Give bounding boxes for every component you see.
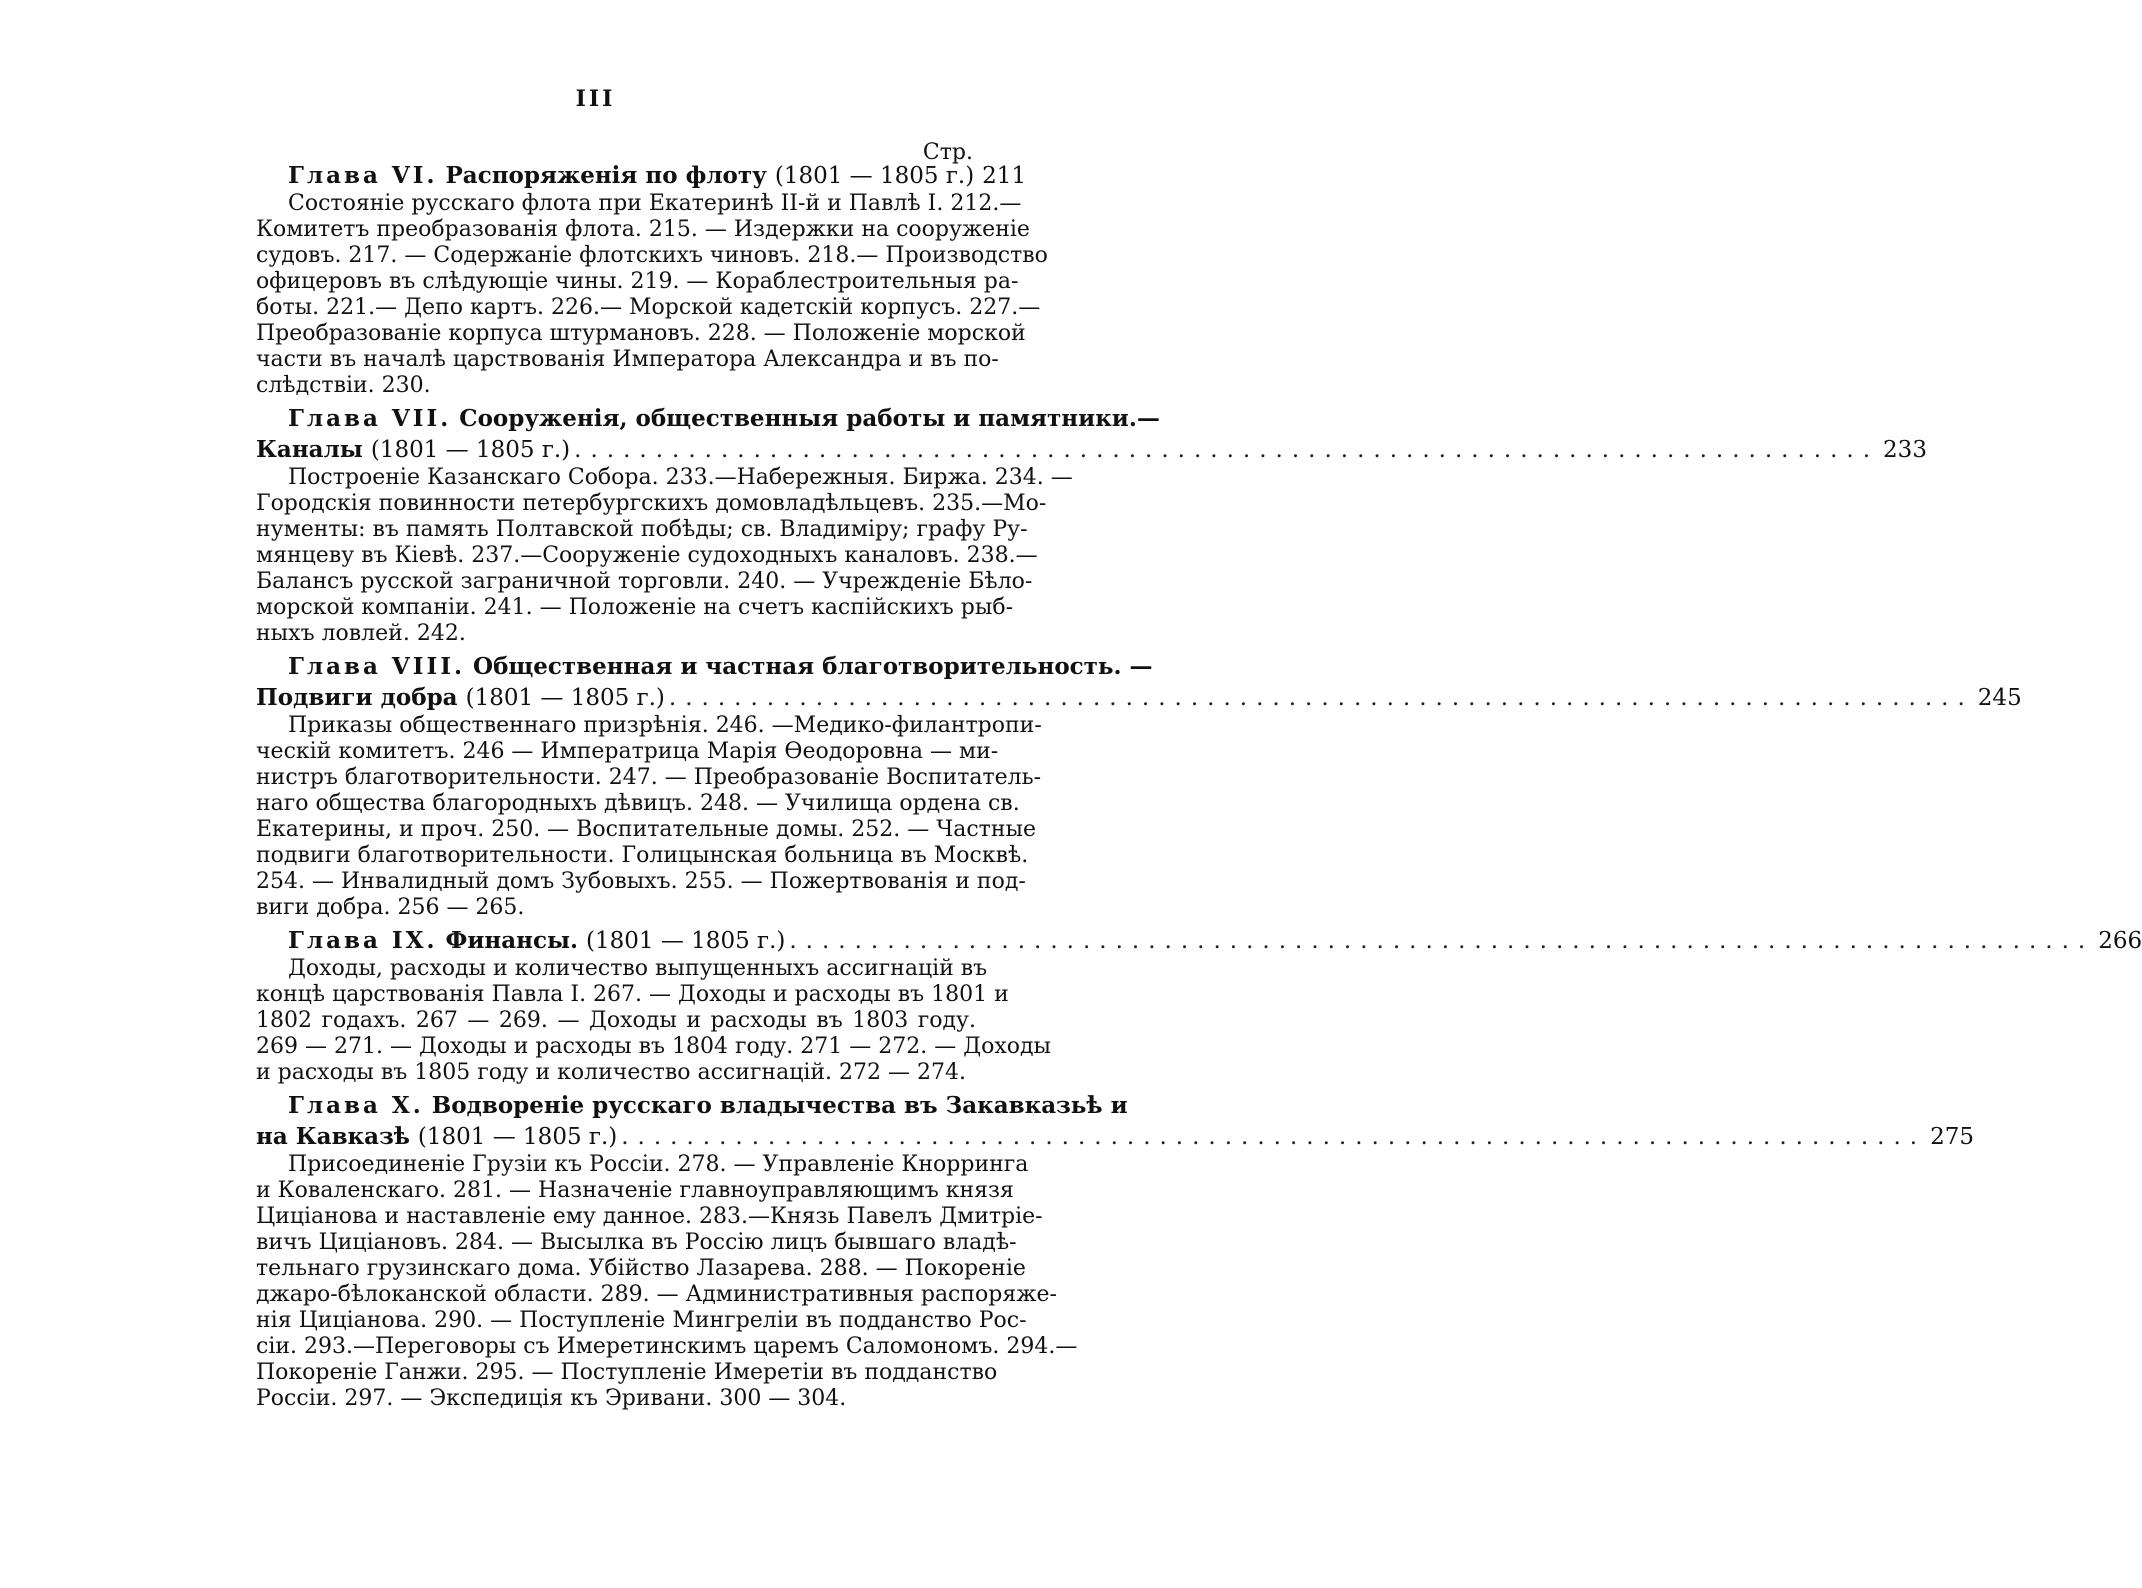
chapter-title: Водвореніе русскаго владычества въ Закавказьѣ и <box>431 1092 1128 1119</box>
chapter-summary-line: наго общества благородныхъ дѣвицъ. 248. — Училища ордена св. <box>256 791 1020 816</box>
chapter-summary-line: Городскія повинности петербургскихъ домовладѣльцевъ. 235.—Мо- <box>256 491 1047 516</box>
chapter-summary-line: 254. — Инвалидный домъ Зубовыхъ. 255. — Пожертвованія и под- <box>256 869 1026 894</box>
chapter-summary-line: Балансъ русской заграничной торговли. 240. — Учрежденіе Бѣло- <box>256 569 1033 594</box>
chapter-summary-line: Доходы, расходы и количество выпущенныхъ ассигнацій въ <box>288 956 988 981</box>
chapter-summary-line: Присоединеніе Грузіи къ Россіи. 278. — Управленіе Кнорринга <box>288 1152 1029 1177</box>
chapter-label: Глава IX. <box>288 927 438 954</box>
chapter-label: Глава VIII. <box>288 653 466 680</box>
chapter-label: Глава X. <box>288 1092 424 1119</box>
chapter-summary-line: сіи. 293.—Переговоры съ Имеретинскимъ царемъ Саломономъ. 294.— <box>256 1334 1078 1359</box>
toc-chapter <box>256 925 2142 1086</box>
chapter-summary-line: нія Цицiанова. 290. — Поступленіе Мингреліи въ подданство Рос- <box>256 1308 1027 1333</box>
chapter-summary-line: виги добра. 256 — 265. <box>256 895 525 920</box>
chapter-summary-line: концѣ царствованія Павла I. 267. — Доходы и расходы въ 1801 и <box>256 982 1009 1007</box>
chapter-heading-line <box>288 925 2142 956</box>
chapter-summary-line: части въ началѣ царствованія Императора Александра и въ по- <box>256 347 999 372</box>
chapter-page-number[interactable]: 233 <box>1883 437 1927 463</box>
chapter-summary-line: Покореніе Ганжи. 295. — Поступленіе Имеретіи въ подданство <box>256 1360 998 1385</box>
chapter-summary-line: вичъ Цицiановъ. 284. — Высылка въ Россію лицъ бывшаго владѣ- <box>256 1230 1017 1255</box>
chapter-summary-line: Россіи. 297. — Экспедиція къ Эривани. 300 — 304. <box>256 1386 847 1411</box>
chapter-summary-line: офицеровъ въ слѣдующіе чины. 219. — Кораблестроительныя ра- <box>256 269 1019 294</box>
toc-chapter <box>256 651 2022 921</box>
chapter-summary-line: и Коваленскаго. 281. — Назначеніе главноуправляющимъ князя <box>256 1178 1014 1203</box>
dot-leader: ................................................................................ <box>789 928 2095 954</box>
chapter-years: (1801 — 1805 г.) <box>417 1124 618 1150</box>
chapter-heading-line <box>256 682 2022 713</box>
dot-leader: ................................................................................ <box>574 437 1880 463</box>
chapter-summary-line: Цицiанова и наставленіе ему данное. 283.—Князь Павелъ Дмитріе- <box>256 1204 1043 1229</box>
chapter-heading-line <box>288 651 1153 682</box>
chapter-title: Каналы <box>256 436 363 463</box>
chapter-summary-line: подвиги благотворительности. Голицынская больница въ Москвѣ. <box>256 843 1029 868</box>
chapter-heading-line <box>288 160 1027 191</box>
chapter-summary-line: нистръ благотворительности. 247. — Преобразованіе Воспитатель- <box>256 765 1042 790</box>
chapter-summary-line: ныхъ ловлей. 242. <box>256 621 466 646</box>
chapter-summary-line: Построеніе Казанскаго Собора. 233.—Набережныя. Биржа. 234. — <box>288 465 1073 490</box>
chapter-heading-line <box>288 1090 1128 1121</box>
page-number: III <box>575 86 616 112</box>
chapter-title: Подвиги добра <box>256 684 458 711</box>
chapter-page-number[interactable]: 266 <box>2098 928 2142 954</box>
chapter-summary-line: джаро-бѣлоканской области. 289. — Административныя распоряже- <box>256 1282 1057 1307</box>
chapter-title: Финансы. <box>445 927 579 954</box>
chapter-page-number[interactable]: 245 <box>1977 685 2022 711</box>
page-column-label: Стр. <box>922 140 973 165</box>
chapter-summary-line: Екатерины, и проч. 250. — Воспитательные домы. 252. — Частные <box>256 817 1037 842</box>
chapter-years: (1801 — 1805 г.) <box>586 928 786 954</box>
chapter-summary-line: ческій комитетъ. 246 — Императрица Марія Ѳеодоровна — ми- <box>256 739 999 764</box>
chapter-heading-line <box>256 434 1927 465</box>
dot-leader: ................................................................................ <box>668 685 1974 711</box>
chapter-page-number[interactable]: 211 <box>982 163 1027 189</box>
chapter-summary-line: слѣдствіи. 230. <box>256 373 431 398</box>
chapter-page-number[interactable]: 275 <box>1930 1124 1975 1150</box>
chapter-years: (1801 — 1805 г.) <box>370 437 571 463</box>
chapter-summary-line: Приказы общественнаго призрѣнія. 246. —Медико-филантропи- <box>288 713 1042 738</box>
chapter-summary-line: Преобразованіе корпуса штурмановъ. 228. — Положеніе морской <box>256 321 1026 346</box>
chapter-summary-line: мянцеву въ Кіевѣ. 237.—Сооруженіе судоходныхъ каналовъ. 238.— <box>256 543 1038 568</box>
chapter-summary-line: и расходы въ 1805 году и количество ассигнацій. 272 — 274. <box>256 1060 966 1085</box>
chapter-title: Сооруженія, общественныя работы и памятники.— <box>459 405 1160 432</box>
chapter-summary-line: боты. 221.— Депо картъ. 226.— Морской кадетскій корпусъ. 227.— <box>256 295 1041 320</box>
chapter-heading-line <box>256 1121 1975 1152</box>
table-of-contents <box>256 160 2142 1416</box>
chapter-summary-line: морской компаніи. 241. — Положеніе на счетъ каспійскихъ рыб- <box>256 595 1014 620</box>
chapter-heading-line <box>288 403 1160 434</box>
chapter-title: на Кавказѣ <box>256 1123 410 1150</box>
chapter-title: Общественная и частная благотворительность. — <box>473 653 1153 680</box>
toc-chapter <box>256 160 1048 399</box>
chapter-summary-line: нументы: въ память Полтавской побѣды; св. Владиміру; графу Ру- <box>256 517 1028 542</box>
chapter-label: Глава VI. <box>288 162 438 189</box>
dot-leader: ................................................................................ <box>621 1124 1927 1150</box>
chapter-summary-line: Комитетъ преобразованія флота. 215. — Издержки на сооруженіе <box>256 217 1030 242</box>
chapter-summary-line: 269 — 271. — Доходы и расходы въ 1804 году. 271 — 272. — Доходы <box>256 1034 1052 1059</box>
chapter-summary-line: Состояніе русскаго флота при Екатеринѣ II-й и Павлѣ I. 212.— <box>288 191 1022 216</box>
chapter-title: Распоряженія по флоту <box>445 162 767 189</box>
chapter-summary-line: тельнаго грузинскаго дома. Убійство Лазарева. 288. — Покореніе <box>256 1256 1026 1281</box>
toc-chapter <box>256 403 1927 647</box>
chapter-summary-line: судовъ. 217. — Содержаніе флотскихъ чиновъ. 218.— Производство <box>256 243 1048 268</box>
chapter-years: (1801 — 1805 г.) <box>774 163 975 189</box>
chapter-years: (1801 — 1805 г.) <box>465 685 665 711</box>
chapter-label: Глава VII. <box>288 405 452 432</box>
chapter-summary-line: 1802 годахъ. 267 — 269. — Доходы и расходы въ 1803 году. <box>256 1008 976 1033</box>
toc-chapter <box>256 1090 1975 1412</box>
